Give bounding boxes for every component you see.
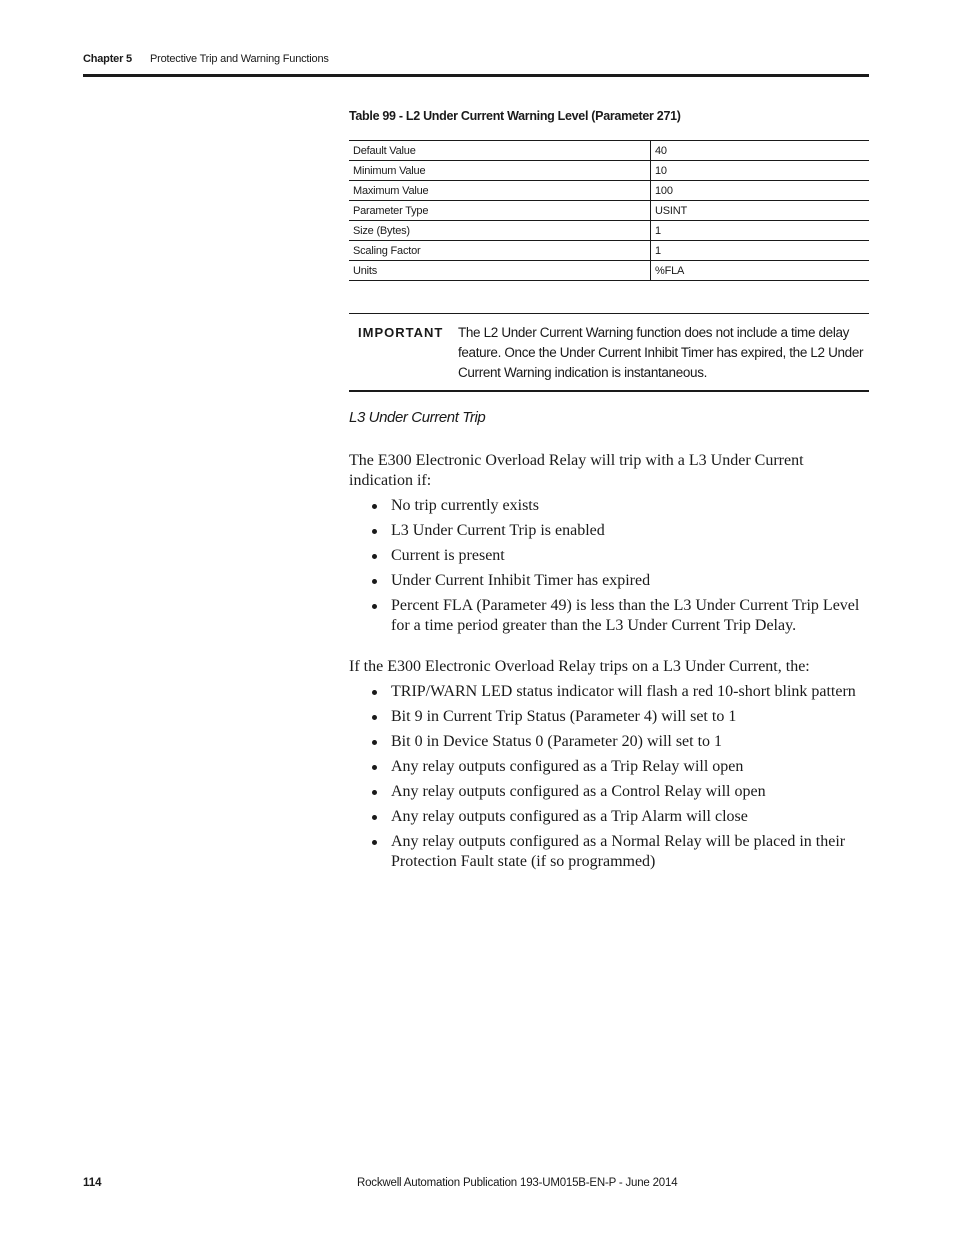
row-label: Minimum Value [349, 161, 651, 181]
list-item [349, 682, 869, 702]
list-item-text: No trip currently exists [391, 497, 539, 514]
list-item [349, 546, 869, 566]
list-item [349, 807, 869, 827]
section-title: L3 Under Current Trip [349, 409, 486, 426]
list-item [349, 757, 869, 777]
table-caption: Table 99 - L2 Under Current Warning Level (Parameter 271) [349, 109, 681, 123]
row-value: 10 [651, 161, 870, 181]
list-item [349, 571, 869, 591]
list-item [349, 596, 869, 636]
list-item-text: L3 Under Current Trip is enabled [391, 522, 605, 539]
result-intro-paragraph: If the E300 Electronic Overload Relay trips on a L3 Under Current, the: [349, 658, 810, 675]
bullet-icon [372, 604, 377, 609]
row-value: USINT [651, 201, 870, 221]
list-item-text: Any relay outputs configured as a Control Relay will open [391, 783, 766, 800]
bullet-icon [372, 529, 377, 534]
header-divider [83, 74, 869, 77]
row-label: Units [349, 261, 651, 281]
list-item-text: Any relay outputs configured as a Trip Alarm will close [391, 808, 748, 825]
page-number: 114 [83, 1177, 102, 1189]
bullet-icon [372, 840, 377, 845]
list-item [349, 732, 869, 752]
list-item-text: Bit 0 in Device Status 0 (Parameter 20) will set to 1 [391, 733, 723, 750]
bullet-icon [372, 690, 377, 695]
bullet-icon [372, 740, 377, 745]
table-row [349, 241, 869, 261]
row-label: Scaling Factor [349, 241, 651, 261]
bullet-icon [372, 579, 377, 584]
row-value: 100 [651, 181, 870, 201]
trip-results-list [349, 682, 869, 877]
publication-info: Rockwell Automation Publication 193-UM015B-EN-P - June 2014 [357, 1177, 678, 1189]
table-row [349, 181, 869, 201]
trip-intro-paragraph: The E300 Electronic Overload Relay will trip with a L3 Under Current indication if: [349, 452, 804, 489]
table-row [349, 141, 869, 161]
important-text: The L2 Under Current Warning function does not include a time delay feature. Once the Under Current Inhibit Timer has expired, the L2 Under Current Warning indication is instantaneous. [458, 325, 864, 380]
list-item-text: Bit 9 in Current Trip Status (Parameter 4) will set to 1 [391, 708, 737, 725]
important-label: IMPORTANT [358, 325, 444, 340]
important-note [349, 313, 869, 392]
trip-conditions-list [349, 496, 869, 641]
list-item-text: TRIP/WARN LED status indicator will flash a red 10-short blink pattern [391, 683, 856, 700]
bullet-icon [372, 554, 377, 559]
list-item [349, 782, 869, 802]
table-row [349, 201, 869, 221]
list-item [349, 832, 869, 872]
bullet-icon [372, 765, 377, 770]
list-item [349, 521, 869, 541]
chapter-label: Chapter 5 [83, 53, 132, 65]
row-label: Maximum Value [349, 181, 651, 201]
table-row [349, 261, 869, 281]
table-row [349, 161, 869, 181]
chapter-title: Protective Trip and Warning Functions [150, 53, 329, 65]
list-item-text: Any relay outputs configured as a Trip Relay will open [391, 758, 744, 775]
row-label: Parameter Type [349, 201, 651, 221]
row-value: 40 [651, 141, 870, 161]
list-item-text: Current is present [391, 547, 505, 564]
list-item [349, 707, 869, 727]
list-item-text: Percent FLA (Parameter 49) is less than the L3 Under Current Trip Level for a time period greater than the L3 Under Current Trip Delay. [391, 597, 860, 634]
row-value: 1 [651, 241, 870, 261]
list-item-text: Under Current Inhibit Timer has expired [391, 572, 651, 589]
list-item-text: Any relay outputs configured as a Normal Relay will be placed in their Protection Fault state (if so programmed) [391, 833, 846, 870]
bullet-icon [372, 790, 377, 795]
list-item [349, 496, 869, 516]
bullet-icon [372, 815, 377, 820]
parameter-table [349, 140, 869, 281]
bullet-icon [372, 504, 377, 509]
bullet-icon [372, 715, 377, 720]
row-value: %FLA [651, 261, 870, 281]
row-value: 1 [651, 221, 870, 241]
row-label: Default Value [349, 141, 651, 161]
row-label: Size (Bytes) [349, 221, 651, 241]
table-row [349, 221, 869, 241]
